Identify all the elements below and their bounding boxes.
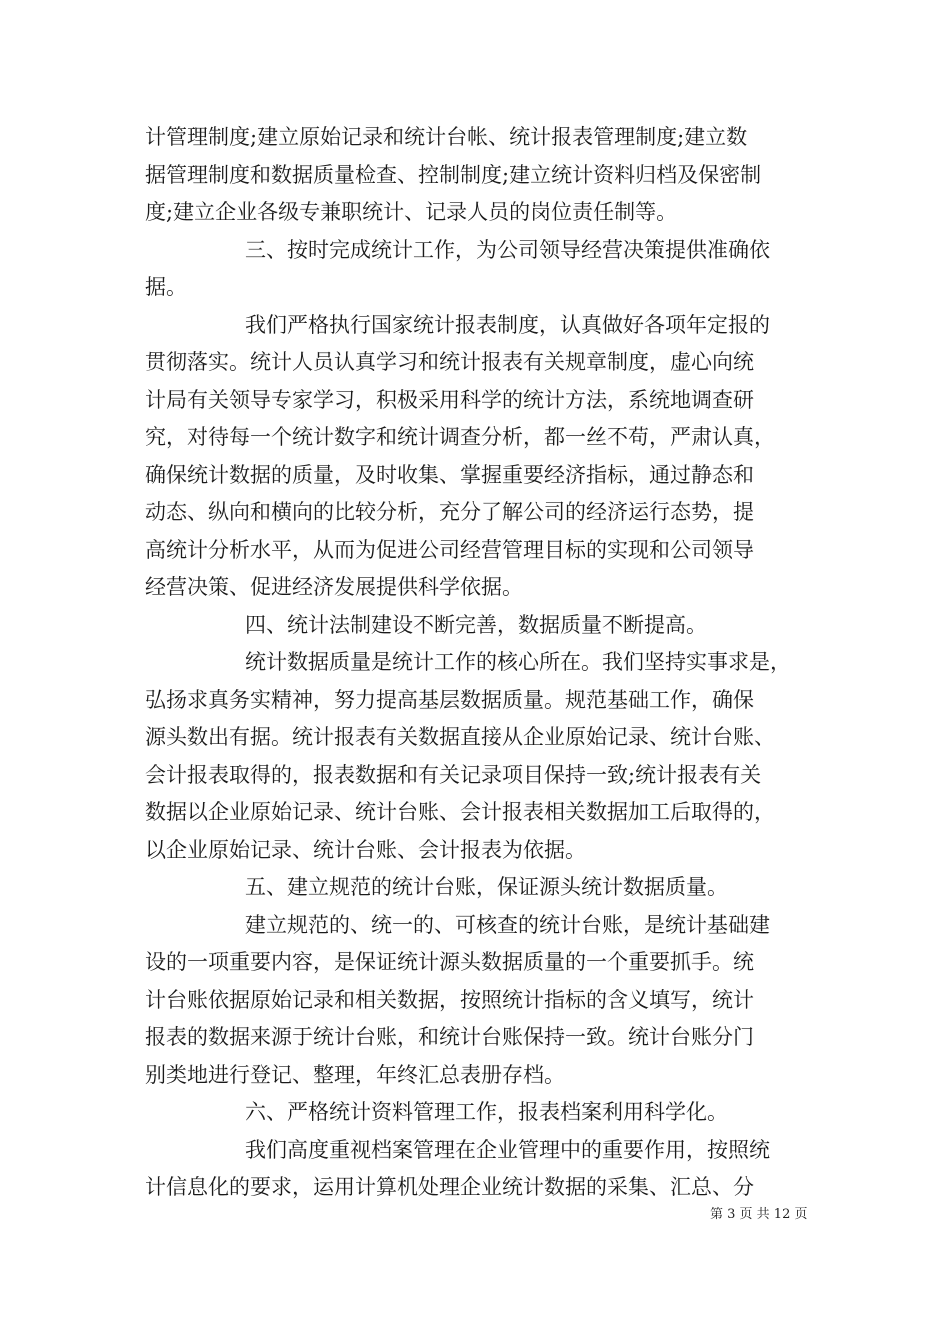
paragraph-line: 高统计分析水平，从而为促进公司经营管理目标的实现和公司领导 [145,538,754,562]
section-heading-4: 四、统计法制建设不断完善，数据质量不断提高。 [245,613,707,637]
paragraph-line: 计管理制度;建立原始记录和统计台帐、统计报表管理制度;建立数 [145,125,748,149]
section-heading-3-cont: 据。 [145,275,187,299]
paragraph-line: 经营决策、促进经济发展提供科学依据。 [145,575,523,599]
paragraph-line: 确保统计数据的质量，及时收集、掌握重要经济指标，通过静态和 [145,463,754,487]
section-heading-5: 五、建立规范的统计台账，保证源头统计数据质量。 [245,875,728,899]
paragraph-line: 据管理制度和数据质量检查、控制制度;建立统计资料归档及保密制 [145,163,762,187]
paragraph-line: 计局有关领导专家学习，积极采用科学的统计方法，系统地调查研 [145,388,754,412]
paragraph-line: 数据以企业原始记录、统计台账、会计报表相关数据加工后取得的， [145,800,775,824]
paragraph-line: 我们高度重视档案管理在企业管理中的重要作用，按照统 [245,1138,770,1162]
paragraph-line: 计信息化的要求，运用计算机处理企业统计数据的采集、汇总、分 [145,1175,754,1199]
paragraph-line: 设的一项重要内容，是保证统计源头数据质量的一个重要抓手。统 [145,950,754,974]
paragraph-line: 究，对待每一个统计数字和统计调查分析，都一丝不苟，严肃认真， [145,425,775,449]
paragraph-line: 贯彻落实。统计人员认真学习和统计报表有关规章制度，虚心向统 [145,350,754,374]
paragraph-line: 弘扬求真务实精神，努力提高基层数据质量。规范基础工作，确保 [145,688,754,712]
section-heading-6: 六、严格统计资料管理工作，报表档案利用科学化。 [245,1100,728,1124]
section-heading-3: 三、按时完成统计工作，为公司领导经营决策提供准确依 [245,238,770,262]
paragraph-line: 我们严格执行国家统计报表制度，认真做好各项年定报的 [245,313,770,337]
page-number-footer: 第 3 页 共 12 页 [710,1207,808,1222]
paragraph-line: 以企业原始记录、统计台账、会计报表为依据。 [145,838,586,862]
paragraph-line: 建立规范的、统一的、可核查的统计台账，是统计基础建 [245,913,770,937]
paragraph-line: 会计报表取得的，报表数据和有关记录项目保持一致;统计报表有关 [145,763,762,787]
paragraph-line: 别类地进行登记、整理，年终汇总表册存档。 [145,1063,565,1087]
paragraph-line: 报表的数据来源于统计台账，和统计台账保持一致。统计台账分门 [145,1025,754,1049]
paragraph-line: 统计数据质量是统计工作的核心所在。我们坚持实事求是， [245,650,791,674]
paragraph-line: 度;建立企业各级专兼职统计、记录人员的岗位责任制等。 [145,200,678,224]
paragraph-line: 源头数出有据。统计报表有关数据直接从企业原始记录、统计台账、 [145,725,775,749]
paragraph-line: 动态、纵向和横向的比较分析，充分了解公司的经济运行态势，提 [145,500,754,524]
paragraph-line: 计台账依据原始记录和相关数据，按照统计指标的含义填写，统计 [145,988,754,1012]
